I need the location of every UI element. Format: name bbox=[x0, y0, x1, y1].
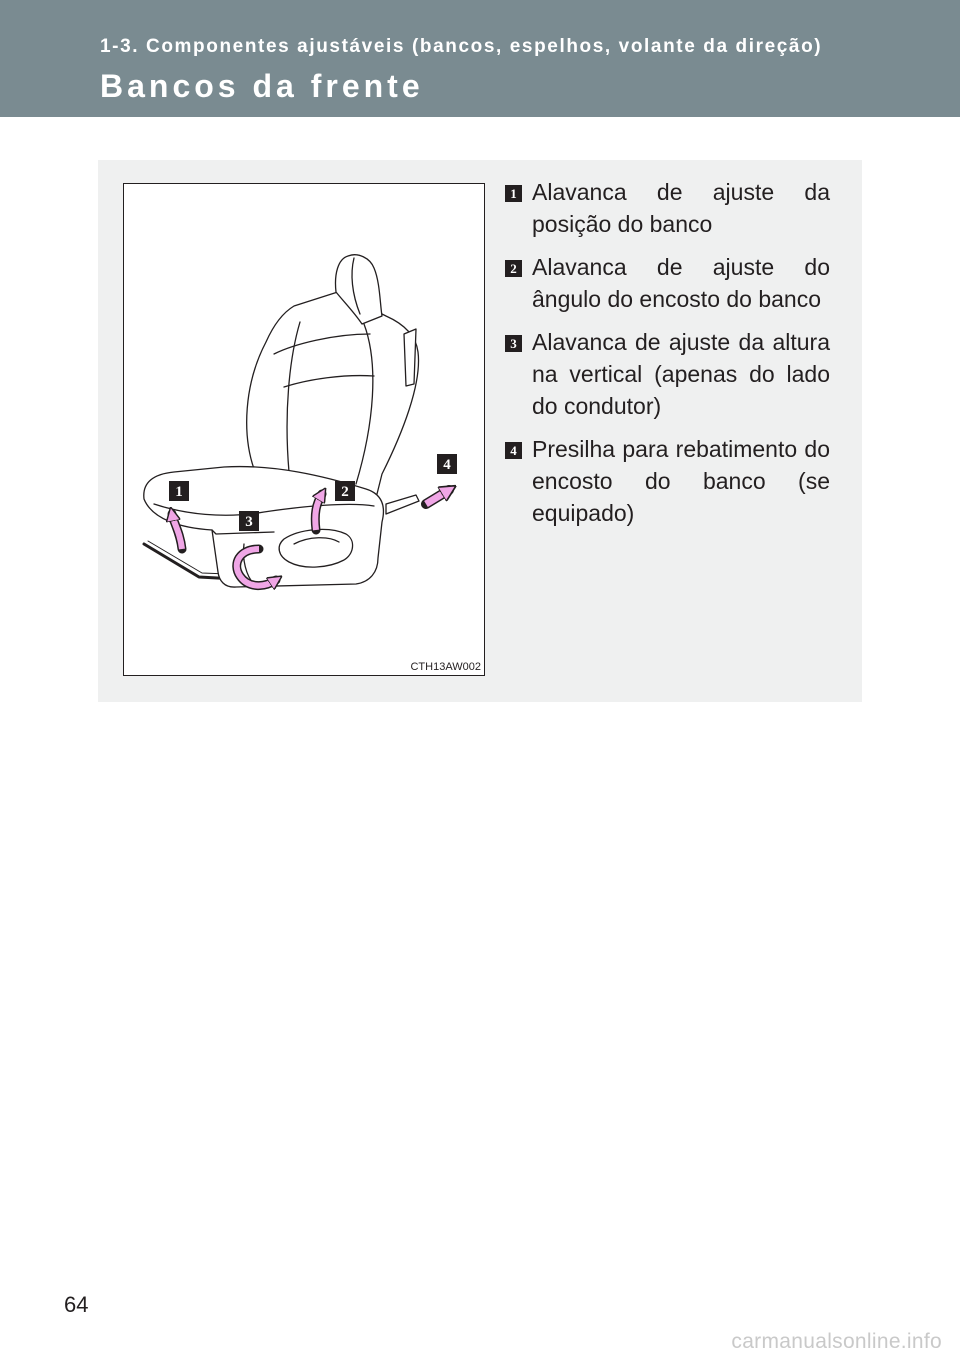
page-number: 64 bbox=[64, 1292, 89, 1317]
marker-3 bbox=[239, 511, 259, 531]
callout-list bbox=[505, 176, 830, 540]
marker-2 bbox=[335, 481, 355, 501]
callout-badge: 1 bbox=[505, 185, 522, 202]
svg-text:1: 1 bbox=[175, 484, 183, 500]
marker-1 bbox=[169, 481, 189, 501]
callout-text: Alavanca de ajuste da altura na vertical (apenas do lado do condutor) bbox=[532, 329, 830, 419]
callout-item-1 bbox=[505, 176, 830, 240]
callout-item-2 bbox=[505, 251, 830, 315]
section-label: 1-3. Componentes ajustáveis (bancos, espelhos, volante da direção) bbox=[100, 36, 823, 57]
callout-text: Presilha para rebatimento do encosto do banco (se equipado) bbox=[532, 436, 830, 526]
svg-text:4: 4 bbox=[443, 457, 451, 473]
callout-text: Alavanca de ajuste da posição do banco bbox=[532, 179, 830, 237]
seat-drawing bbox=[124, 184, 486, 677]
watermark: carmanualsonline.info bbox=[731, 1330, 942, 1353]
callout-badge: 4 bbox=[505, 442, 522, 459]
callout-badge: 3 bbox=[505, 335, 522, 352]
svg-text:2: 2 bbox=[341, 484, 349, 500]
page-title: Bancos da frente bbox=[100, 68, 424, 104]
callout-badge: 2 bbox=[505, 260, 522, 277]
chapter-header bbox=[0, 0, 960, 117]
figure-code: CTH13AW002 bbox=[410, 661, 481, 673]
callout-item-4 bbox=[505, 433, 830, 529]
seat-illustration bbox=[123, 183, 485, 676]
callout-text: Alavanca de ajuste do ângulo do encosto do banco bbox=[532, 254, 830, 312]
svg-text:3: 3 bbox=[245, 514, 253, 530]
marker-4 bbox=[437, 454, 457, 474]
callout-item-3 bbox=[505, 326, 830, 422]
